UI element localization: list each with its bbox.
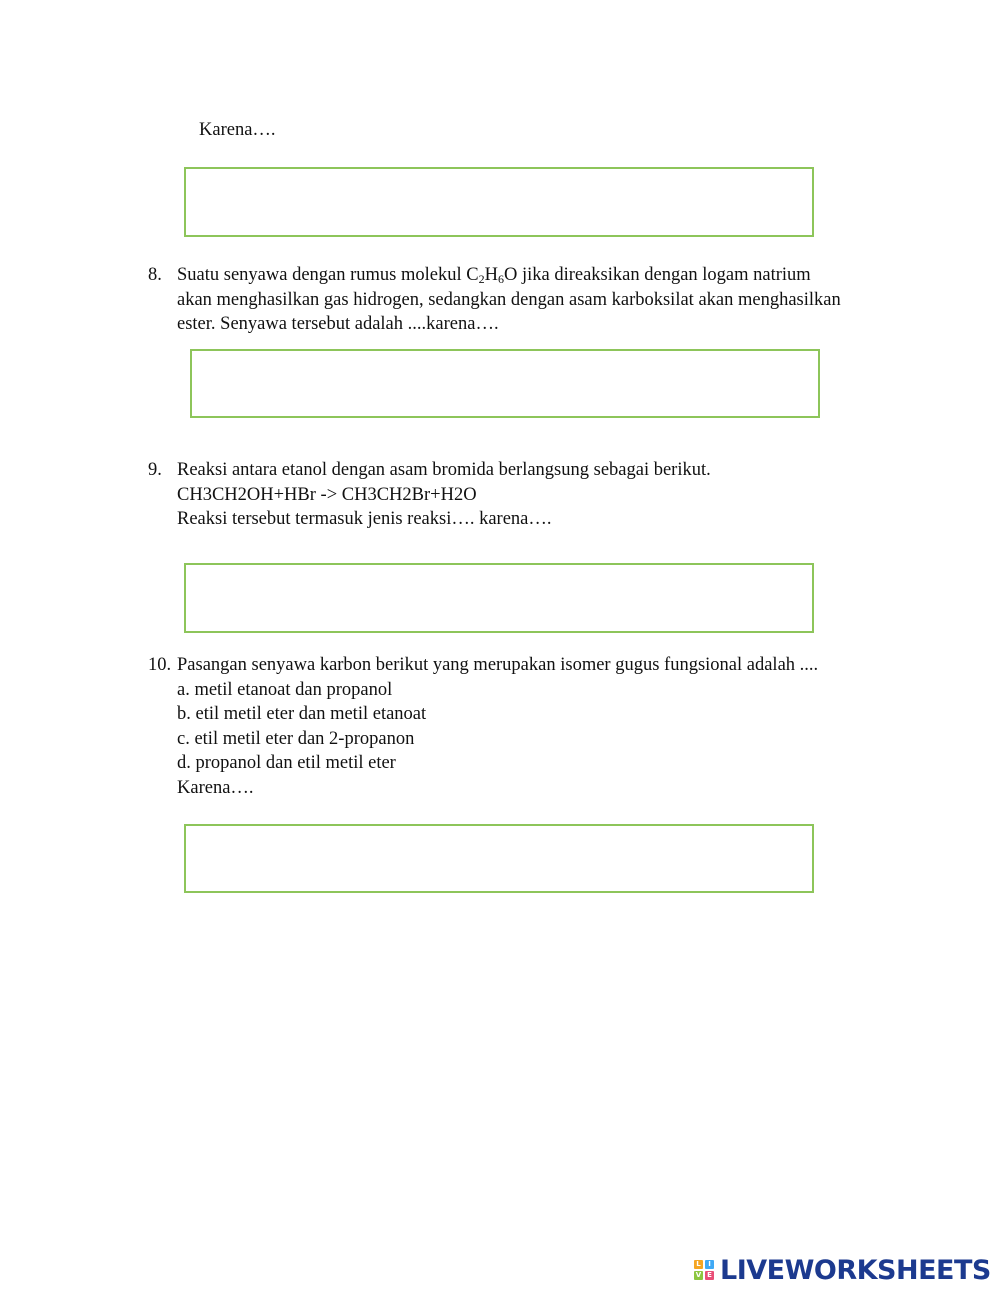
logo-cell: V — [695, 1271, 702, 1279]
logo-cell: L — [694, 1260, 703, 1269]
liveworksheets-brand — [694, 1255, 991, 1285]
q8-question-text — [177, 263, 841, 337]
q8-line-2: akan menghasilkan gas hidrogen, sedangkan dengan asam karboksilat akan menghasilkan — [177, 289, 841, 310]
q10-line-1: Pasangan senyawa karbon berikut yang merupakan isomer gugus fungsional adalah .... — [177, 655, 819, 675]
q8-number: 8. — [148, 265, 162, 285]
q7-karena-text: Karena…. — [199, 120, 276, 140]
q8-line-3: ester. Senyawa tersebut adalah ....karena…. — [177, 314, 499, 334]
logo-cell: I — [705, 1260, 714, 1269]
q9-answer-box[interactable] — [184, 563, 814, 633]
q9-line-3: Reaksi tersebut termasuk jenis reaksi…. karena…. — [177, 509, 552, 529]
q8-line-1: Suatu senyawa dengan rumus molekul $C_2H_6O$ jika direaksikan dengan logam natrium — [177, 265, 811, 286]
q10-karena-text: Karena…. — [177, 777, 254, 798]
q9-number: 9. — [148, 460, 162, 480]
q10-number: 10. — [148, 655, 172, 675]
q10-question-text — [177, 653, 818, 800]
q10-option-a: a. metil etanoat dan propanol — [177, 679, 393, 700]
q9-line-1: Reaksi antara etanol dengan asam bromida berlangsung sebagai berikut. — [177, 460, 711, 480]
liveworksheets-wordmark: LIVEWORKSHEETS — [720, 1254, 991, 1286]
q8-answer-box[interactable] — [190, 349, 820, 418]
q9-question-text — [177, 458, 711, 532]
q10-option-b: b. etil metil eter dan metil etanoat — [177, 704, 427, 724]
q10-option-c: c. etil metil eter dan 2-propanon — [177, 728, 415, 749]
q7-answer-box[interactable] — [184, 167, 814, 237]
liveworksheets-logo-icon — [694, 1260, 714, 1280]
q10-option-d: d. propanol dan etil metil eter — [177, 753, 396, 773]
logo-cell: E — [705, 1271, 714, 1280]
q10-answer-box[interactable] — [184, 824, 814, 893]
q9-line-2: CH3CH2OH+HBr -> CH3CH2Br+H2O — [177, 484, 477, 505]
